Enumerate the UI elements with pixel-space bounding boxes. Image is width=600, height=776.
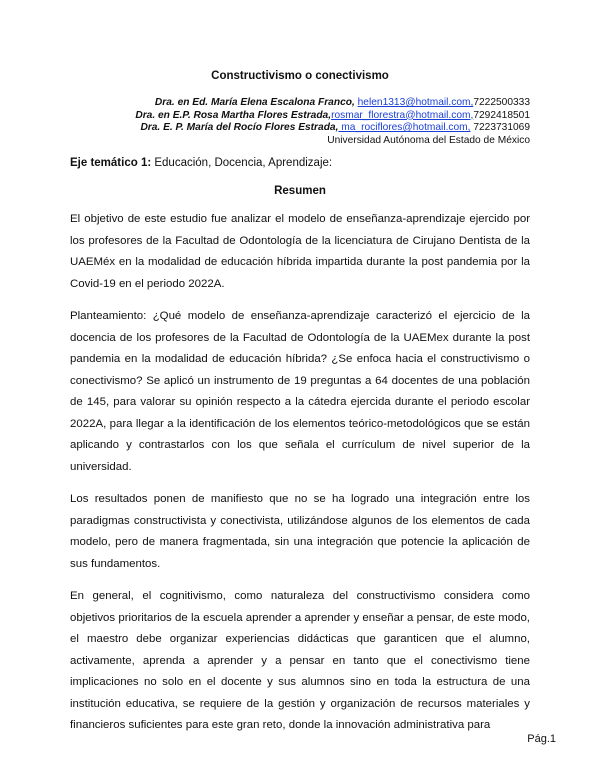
author-line-1 [60,97,530,110]
thematic-axis-label: Eje temático 1: [70,157,152,169]
author-name: Dra. en E.P. Rosa Martha Flores Estrada, [135,109,332,121]
thematic-axis [70,157,332,169]
paragraph-objective: El objetivo de este estudio fue analizar el modelo de enseñanza-aprendizaje ejercido por los profesores de la Facultad de Odontología de la licenciatura de Cirujano Dentista de la UAEMéx en la modalidad de educación híbrida impartida durante la post pandemia por la Covid-19 en el periodo 2022A. [70,213,530,290]
author-name: Dra. en Ed. María Elena Escalona Franco, [154,97,355,108]
author-phone: 7292418501 [473,109,530,121]
author-line-2 [60,110,530,123]
author-email-link[interactable]: ma_rociflores@hotmail.com, [338,122,471,134]
author-name: Dra. E. P. María del Rocío Flores Estrada, [140,122,339,134]
paragraph-discussion: En general, el cognitivismo, como naturaleza del constructivismo considera como objetivos prioritarios de la escuela aprender a aprender y enseñar a pensar, de este modo, el maestro debe organizar experiencias didácticas que garanticen que el alumno, activamente, aprenda a aprender y a pensar en tanto que el conectivismo tiene implicaciones no solo en el docente y sus alumnos sino en toda la estructura de una institución educativa, se requiere de la gestión y organización de recursos materiales y financieros suficientes para este gran reto, donde la innovación administrativa para [70,590,530,731]
author-block [60,97,530,147]
summary-heading: Resumen [274,185,326,197]
paragraph-approach: Planteamiento: ¿Qué modelo de enseñanza-aprendizaje caracterizó el ejercicio de la docencia de los profesores de la Facultad de Odontología de la UAEMex durante la post pandemia en la modalidad de educación híbrida? ¿Se enfoca hacia el constructivismo o conectivismo? Se aplicó un instrumento de 19 preguntas a 64 docentes de una población de 145, para valorar su opinión respecto a la cátedra ejercida durante el periodo escolar 2022A, para llegar a la identificación de los elementos teórico-metodológicos que se están aplicando y contrastarlos con los que señala el currículum de nivel superior de la universidad. [70,310,530,473]
author-email-link[interactable]: helen1313@hotmail.com, [357,97,474,108]
author-phone: 7222500333 [473,97,530,108]
summary-body [70,209,530,737]
affiliation: Universidad Autónoma del Estado de México [327,134,530,146]
thematic-axis-value: Educación, Docencia, Aprendizaje: [151,157,333,169]
paragraph-results: Los resultados ponen de manifiesto que no se ha logrado una integración entre los paradigmas constructivista y conectivista, utilizándose algunos de los elementos de cada modelo, pero de manera fragmentada, sin una integración que potencie la aplicación de sus fundamentos. [70,493,530,570]
author-email-link[interactable]: rosmar_florestra@hotmail.com, [331,109,474,121]
page-number: Pág.1 [527,733,556,745]
author-phone: 7223731069 [470,122,530,134]
document-title: Constructivismo o conectivismo [211,70,389,82]
author-line-3 [60,122,530,135]
